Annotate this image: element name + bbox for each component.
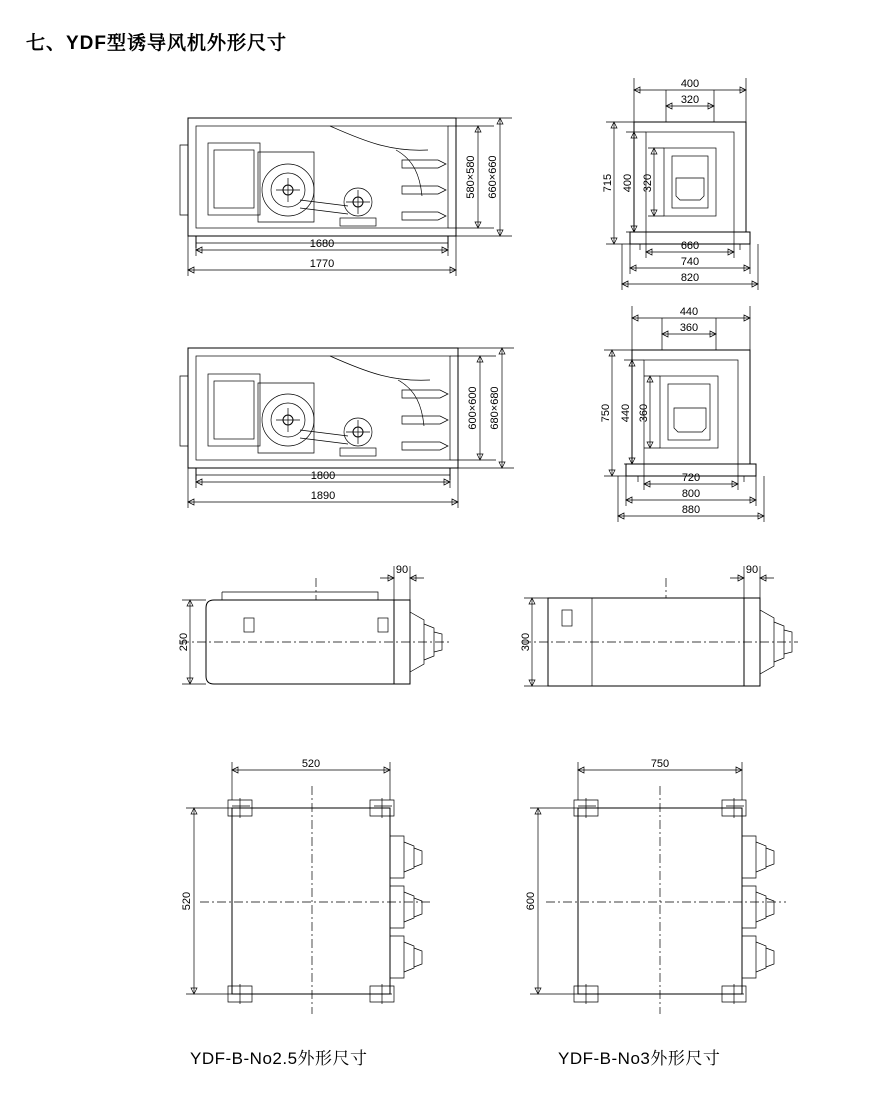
- dim-no25plan-width: 520: [301, 758, 321, 770]
- dim-no25-length-outer: 1770: [309, 258, 335, 270]
- dim-no3-height-inner: 600×600: [467, 386, 479, 430]
- drawing-no3-side: [180, 348, 514, 508]
- dim-no25f-base-3: 820: [680, 272, 700, 284]
- drawing-no3-plan: [525, 758, 786, 1014]
- dim-no3f-top-inner: 360: [679, 322, 699, 334]
- dim-no25f-top-outer: 400: [680, 78, 700, 90]
- dim-no3-length-inner: 1800: [310, 470, 336, 482]
- drawing-no3-top: [520, 564, 798, 686]
- dim-no25-height-outer: 660×660: [487, 155, 499, 199]
- dim-no25f-inner-1: 400: [622, 173, 634, 193]
- drawing-no25-plan: [181, 758, 430, 1014]
- caption-no3: YDF-B-No3外形尺寸: [558, 1049, 721, 1068]
- drawing-no25-side: [180, 118, 512, 276]
- dim-no25f-top-inner: 320: [680, 94, 700, 106]
- dim-no3-length-outer: 1890: [310, 490, 336, 502]
- dim-no25-height-inner: 580×580: [465, 155, 477, 199]
- dim-no3f-base-3: 880: [681, 504, 701, 516]
- dim-no3plan-width: 750: [650, 758, 670, 770]
- dim-no3f-inner-1: 440: [620, 403, 632, 423]
- dim-no25-length-inner: 1680: [309, 238, 335, 250]
- dim-no3f-top-outer: 440: [679, 306, 699, 318]
- dim-no25f-base-1: 660: [680, 240, 700, 252]
- dim-no25top-height: 250: [178, 632, 190, 652]
- drawing-no25-top: [178, 564, 450, 684]
- dim-no3f-base-1: 720: [681, 472, 701, 484]
- dim-no25f-inner-2: 320: [642, 173, 654, 193]
- page-title: 七、YDF型诱导风机外形尺寸: [26, 33, 288, 54]
- dim-no25plan-depth: 520: [181, 891, 193, 911]
- dim-no25f-base-2: 740: [680, 256, 700, 268]
- dim-no3top-nozzle: 90: [745, 564, 759, 576]
- dim-no25top-nozzle: 90: [395, 564, 409, 576]
- dim-no3plan-depth: 600: [525, 891, 537, 911]
- dim-no3f-inner-2: 360: [638, 403, 650, 423]
- dim-no3top-height: 300: [520, 632, 532, 652]
- dim-no3f-base-2: 800: [681, 488, 701, 500]
- dim-no3f-left-height: 750: [600, 403, 612, 423]
- dim-no25f-left-height: 715: [602, 173, 614, 193]
- dim-no3-height-outer: 680×680: [489, 386, 501, 430]
- caption-no25: YDF-B-No2.5外形尺寸: [190, 1049, 368, 1068]
- drawing-no3-front: [600, 306, 764, 522]
- drawing-no25-front: [602, 78, 758, 290]
